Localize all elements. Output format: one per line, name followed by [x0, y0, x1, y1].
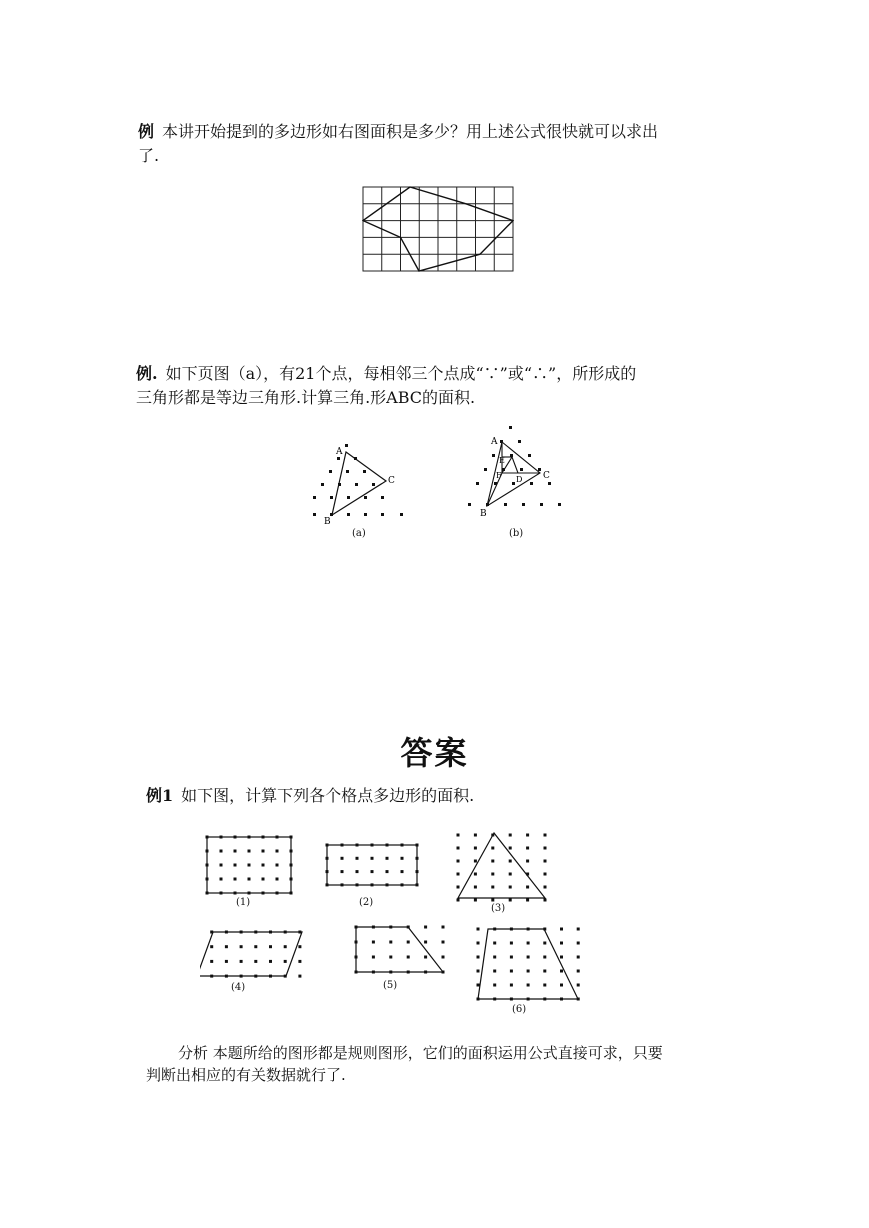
lattice-dot: [493, 942, 496, 945]
lattice-dot: [276, 850, 279, 853]
label-d-b: D: [516, 475, 523, 484]
lattice-dot: [220, 864, 223, 867]
lattice-dot: [491, 860, 494, 863]
label-a-a: A: [336, 447, 343, 457]
answer-example-line: 如下图，计算下列各个格点多边形的面积.: [181, 786, 475, 805]
label-e-b: E: [499, 456, 505, 465]
caption-b: (b): [509, 528, 524, 539]
lattice-dot: [544, 873, 547, 876]
lattice-dot: [386, 857, 389, 860]
label-c-a: C: [388, 476, 395, 486]
lattice-dot: [526, 847, 529, 850]
lattice-dot: [560, 956, 563, 959]
lattice-dot: [371, 857, 374, 860]
lattice-dot: [474, 860, 477, 863]
grid-polygon-figure: [362, 186, 514, 272]
lattice-dot: [544, 860, 547, 863]
lattice-dot: [543, 942, 546, 945]
lattice-dot: [526, 886, 529, 889]
lattice-dot: [493, 956, 496, 959]
lattice-polygons-figure: [200, 830, 600, 1020]
lattice-dot: [577, 928, 580, 931]
example-1-line1: 本讲开始提到的多边形如右图面积是多少？用上述公式很快就可以求出: [162, 122, 659, 141]
lattice-dot: [269, 960, 272, 963]
label-c-b: C: [543, 471, 550, 481]
lattice-dot: [424, 941, 427, 944]
lattice-dot: [389, 941, 392, 944]
lattice-dot: [269, 945, 272, 948]
lattice-dot: [577, 956, 580, 959]
lattice-dot: [356, 857, 359, 860]
lattice-dot: [493, 970, 496, 973]
lattice-dot: [457, 886, 460, 889]
lattice-dot: [526, 860, 529, 863]
polygon-5-trapezoid: [356, 927, 443, 972]
lattice-dot: [509, 886, 512, 889]
lattice-dot: [234, 878, 237, 881]
lattice-dot: [526, 899, 529, 902]
lattice-dot: [254, 960, 257, 963]
lattice-dot: [401, 857, 404, 860]
example-1-text: [138, 120, 658, 168]
lattice-dot: [401, 870, 404, 873]
lattice-dot: [474, 847, 477, 850]
lattice-dot: [477, 970, 480, 973]
lattice-dot: [527, 956, 530, 959]
lattice-dot: [526, 834, 529, 837]
lattice-dot: [371, 870, 374, 873]
lattice-dot: [474, 873, 477, 876]
lattice-dot: [372, 941, 375, 944]
lattice-dot: [544, 886, 547, 889]
lattice-dot: [544, 899, 547, 902]
lattice-dot: [510, 970, 513, 973]
lattice-dot: [276, 864, 279, 867]
polygon-6-trapezoid: [478, 929, 578, 999]
lattice-dot: [284, 945, 287, 948]
lattice-dot: [560, 928, 563, 931]
lattice-dot: [262, 864, 265, 867]
lattice-dot: [509, 847, 512, 850]
lattice-dot: [386, 870, 389, 873]
lattice-dot: [389, 956, 392, 959]
lattice-dot: [240, 960, 243, 963]
lattice-dot: [510, 942, 513, 945]
example-2-text: [136, 362, 636, 410]
lattice-dot: [477, 984, 480, 987]
lattice-shapes: [200, 833, 578, 999]
lattice-dot: [407, 941, 410, 944]
lattice-dot: [298, 945, 301, 948]
lattice-dot: [527, 970, 530, 973]
example-1-label: 例: [138, 122, 155, 141]
lattice-dot: [442, 941, 445, 944]
lattice-dot: [220, 850, 223, 853]
lattice-dot: [341, 870, 344, 873]
lattice-dot: [510, 956, 513, 959]
polygon-2-rectangle: [327, 845, 417, 885]
lattice-dot: [510, 984, 513, 987]
caption-6: (6): [512, 1004, 527, 1015]
lattice-dot: [457, 860, 460, 863]
lattice-dot: [248, 850, 251, 853]
answer-example-label: 例1: [146, 786, 174, 805]
lattice-dot: [372, 956, 375, 959]
lattice-dot: [491, 847, 494, 850]
lattice-dot: [577, 970, 580, 973]
lattice-dot: [424, 956, 427, 959]
example-2-line2: 三角形都是等边三角形.计算三角.形ABC的面积.: [136, 388, 476, 407]
caption-2: (2): [359, 897, 374, 908]
lattice-dot: [298, 960, 301, 963]
lattice-dot: [527, 942, 530, 945]
lattice-dot: [474, 886, 477, 889]
lattice-dot: [560, 942, 563, 945]
caption-1: (1): [236, 897, 251, 908]
lattice-dot: [457, 873, 460, 876]
lattice-dot: [477, 928, 480, 931]
lattice-dot: [262, 850, 265, 853]
label-b-b: B: [480, 509, 487, 519]
lattice-dot: [210, 945, 213, 948]
lattice-dot: [442, 956, 445, 959]
lattice-dot: [356, 870, 359, 873]
lattice-dot: [210, 960, 213, 963]
example-2-label: 例.: [136, 364, 158, 383]
triangle-dots-figure-a: [300, 435, 412, 527]
lattice-dot: [477, 956, 480, 959]
lattice-dot: [254, 945, 257, 948]
label-f-b: F: [496, 471, 502, 480]
triangle-lines-b: [487, 442, 540, 506]
lattice-dot: [509, 860, 512, 863]
lattice-dot: [276, 878, 279, 881]
triangle-dots-figure-b: [460, 420, 570, 520]
example-1-line2: 了.: [138, 146, 160, 165]
lattice-dot: [225, 945, 228, 948]
caption-4: (4): [231, 982, 246, 993]
lattice-dot: [474, 899, 477, 902]
lattice-dot: [225, 960, 228, 963]
caption-a: (a): [352, 528, 366, 539]
lattice-dot: [491, 899, 494, 902]
lattice-dot: [543, 970, 546, 973]
dot-grid-b: [468, 426, 561, 506]
lattice-dot: [544, 834, 547, 837]
lattice-dot: [248, 864, 251, 867]
lattice-dot: [509, 899, 512, 902]
lattice-dot: [577, 942, 580, 945]
lattice-dot: [442, 926, 445, 929]
lattice-dot: [477, 942, 480, 945]
lattice-dot: [341, 857, 344, 860]
polygon-4-parallelogram: [200, 932, 302, 976]
answer-title: 答案: [400, 734, 469, 772]
triangle-abc-b: [487, 442, 540, 506]
lattice-dot: [543, 984, 546, 987]
analysis-line1: 分析 本题所给的图形都是规则图形，它们的面积运用公式直接可求，只要: [178, 1044, 663, 1062]
label-a-b: A: [491, 437, 498, 447]
lattice-dot: [234, 864, 237, 867]
lattice-dot: [577, 984, 580, 987]
lattice-dot: [491, 886, 494, 889]
analysis-line2: 判断出相应的有关数据就行了.: [146, 1066, 346, 1084]
lattice-dot: [493, 984, 496, 987]
caption-5: (5): [383, 980, 398, 991]
lattice-dot: [407, 956, 410, 959]
example-2-line1: 如下页图（a），有21个点，每相邻三个点成“∵”或“∴”，所形成的: [165, 364, 637, 383]
lattice-dot: [509, 873, 512, 876]
lattice-dot: [234, 850, 237, 853]
lattice-dot: [491, 873, 494, 876]
grid-lines: [363, 187, 513, 271]
lattice-dot: [560, 970, 563, 973]
answer-example-text: [146, 784, 474, 808]
lattice-dot: [457, 847, 460, 850]
label-b-a: B: [324, 517, 331, 527]
lattice-dot: [527, 984, 530, 987]
caption-3: (3): [491, 903, 506, 914]
lattice-dot: [248, 878, 251, 881]
lattice-dot: [240, 945, 243, 948]
lattice-dot: [457, 834, 460, 837]
lattice-dot: [544, 847, 547, 850]
lattice-dot: [560, 984, 563, 987]
lattice-dot: [262, 878, 265, 881]
lattice-dot: [284, 960, 287, 963]
lattice-dot: [220, 878, 223, 881]
lattice-dot: [509, 834, 512, 837]
lattice-dot: [298, 975, 301, 978]
polygon-3-triangle: [458, 833, 545, 898]
analysis-text: [146, 1042, 663, 1086]
lattice-dot: [424, 926, 427, 929]
lattice-dot: [457, 899, 460, 902]
lattice-dot: [543, 956, 546, 959]
lattice-dot: [474, 834, 477, 837]
